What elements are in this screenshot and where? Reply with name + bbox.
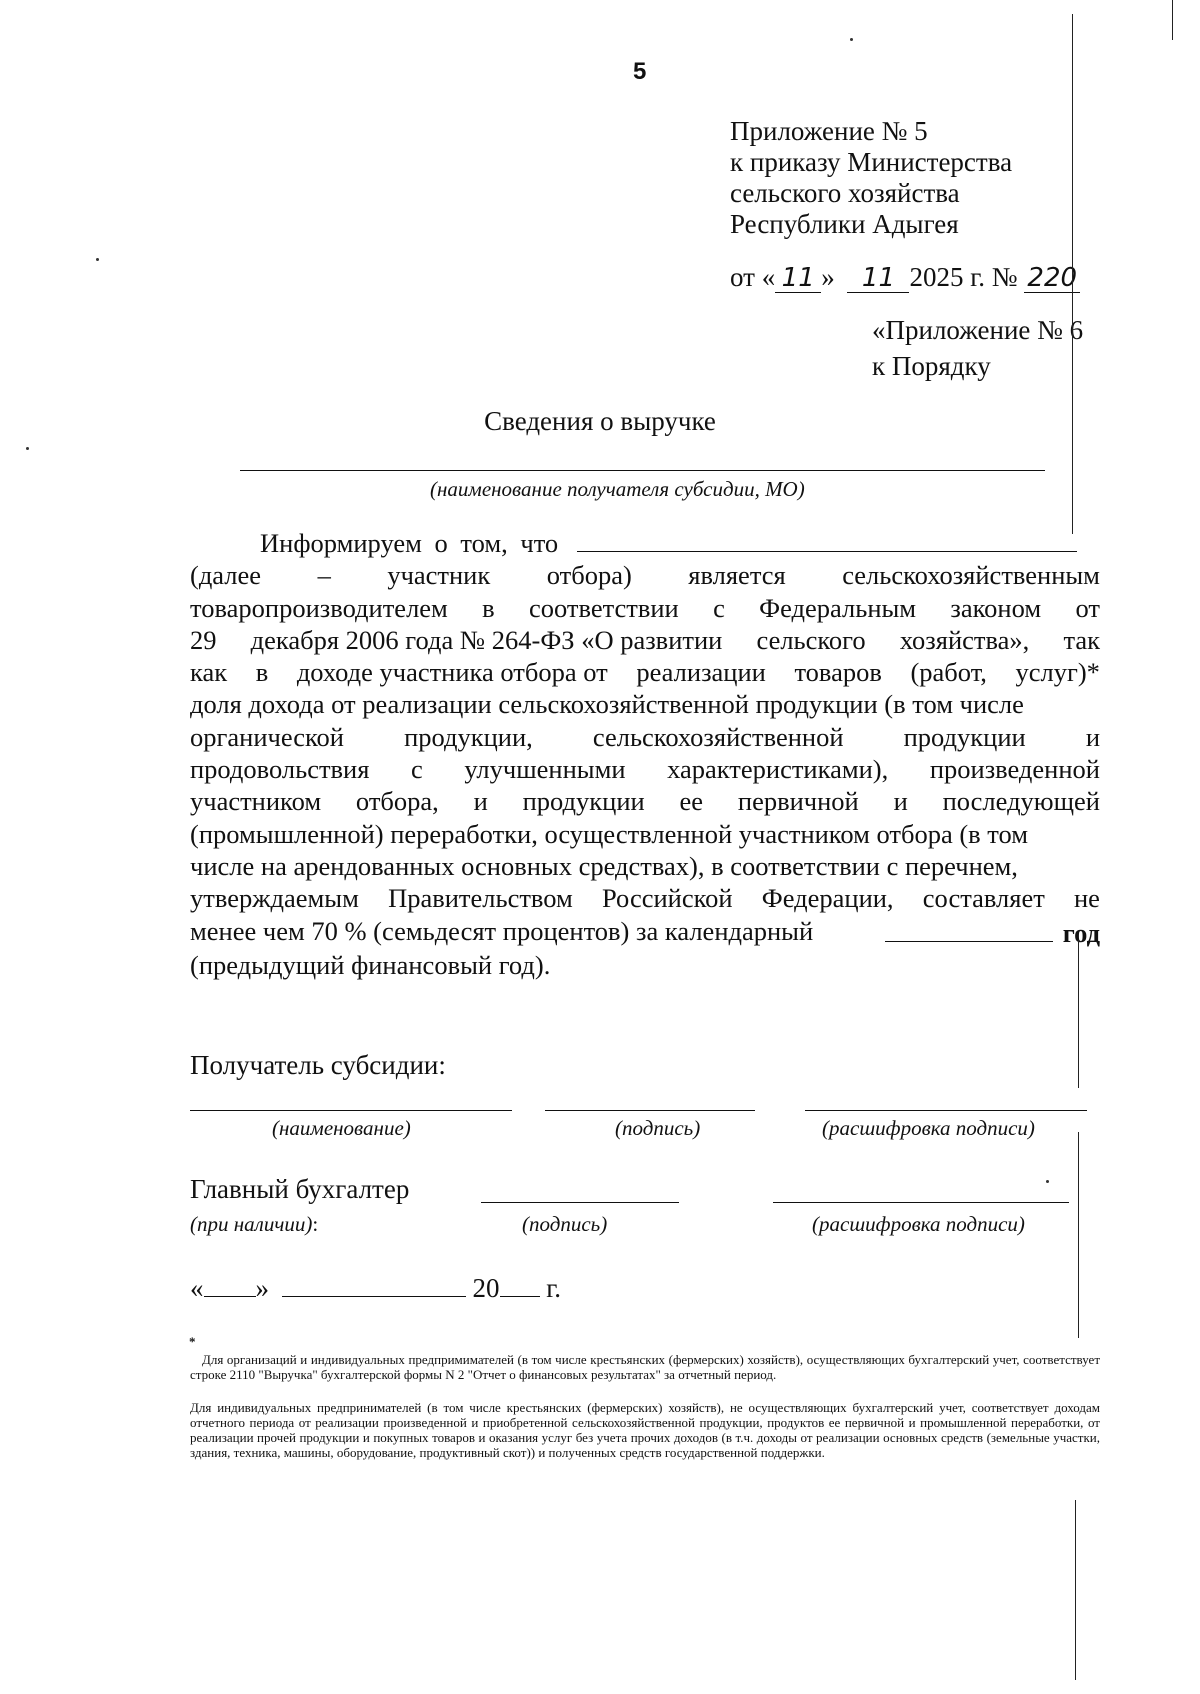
scan-speck (96, 258, 99, 261)
last-line-prefix: менее чем 70 % (семьдесят процентов) за календарный (190, 915, 814, 946)
word: утверждаемым (190, 883, 359, 914)
date-prefix: от « (730, 262, 776, 292)
word: сельскохозяйственным (842, 560, 1100, 591)
word: в (482, 592, 495, 623)
body-line (190, 882, 1100, 914)
intro-text: Информируем о том, что (260, 528, 559, 558)
date-day-blank (204, 1272, 256, 1297)
body-line (190, 721, 1100, 753)
order-year: 2025 г. № (909, 262, 1018, 292)
order-day: 11 (775, 264, 821, 293)
scan-margin-line (1172, 0, 1173, 40)
word: произведенной (929, 754, 1100, 785)
body-line (190, 688, 1100, 720)
scan-margin-line (1075, 1500, 1076, 1680)
caption-decode: (расшифровка подписи) (822, 1116, 1035, 1140)
word: как (190, 657, 228, 688)
word: хозяйства», (899, 624, 1030, 655)
accountant-note-wrap (190, 1212, 318, 1237)
scan-speck (1046, 1180, 1049, 1183)
word: продовольствия (190, 754, 370, 785)
order-number: 220 (1024, 264, 1080, 293)
word: так (1063, 624, 1100, 655)
year-word: год (1062, 917, 1100, 948)
appendix-line: Республики Адыгея (730, 209, 959, 239)
word: реализации (636, 657, 766, 688)
word: и (473, 786, 488, 817)
year-blank (885, 915, 1053, 942)
word: декабря 2006 года № 264-ФЗ «О развитии (250, 624, 723, 655)
year-blank-group (885, 915, 1100, 949)
date-line (190, 1272, 561, 1304)
accountant-note: (при наличии) (190, 1212, 313, 1236)
document-title: Сведения о выручке (484, 406, 716, 436)
date-year-blank (500, 1272, 540, 1297)
date-month-blank (282, 1272, 466, 1297)
word: товаропроизводителем (190, 592, 448, 623)
order-date-line (730, 262, 1080, 293)
appendix-line: Приложение № 5 (730, 116, 928, 146)
scan-speck (26, 447, 29, 450)
footnote-para2: Для индивидуальных предпринимателей (в том числе крестьянских (фермерских) хозяйств), не осуществляющих бухгалтерский учет, соответствует доходам отчетного периода от реализации произведенной и приобретенной сельскохозяйственной продукции, продуктов ее первичной и промышленной переработки, от реализации прочей продукции и покупных товаров и оказания услуг без учета прочих доходов (в т.ч. доходы от реализации основных средств (земельные участки, здания, техника, машины, оборудование, продуктивный скот)) и полученных средств государственной поддержки. (190, 1400, 1100, 1460)
word: сельскохозяйственной (592, 721, 844, 752)
word: доля дохода от реализации сельскохозяйственной продукции (в том числе (190, 689, 1024, 720)
word: и (1085, 721, 1100, 752)
word: является (688, 560, 786, 591)
body-line-year (190, 915, 1100, 949)
appendix-header (730, 116, 1012, 240)
word: характеристиками), (667, 754, 889, 785)
caption-sign: (подпись) (615, 1116, 701, 1140)
word: с (713, 592, 725, 623)
body-line (190, 818, 1100, 850)
word: первичной (737, 786, 859, 817)
page-number: 5 (633, 58, 647, 85)
accountant-sign-line (481, 1202, 679, 1203)
date-century: 20 (472, 1273, 500, 1303)
word: услуг)* (1015, 657, 1100, 688)
word: не (1074, 883, 1100, 914)
word: Федеральным (759, 592, 917, 623)
annex6-line1: «Приложение № 6 (872, 315, 1084, 345)
recipient-caption: (наименование получателя субсидии, МО) (430, 477, 805, 501)
scan-margin-line (1078, 940, 1079, 1088)
body-line (190, 785, 1100, 817)
appendix-line: сельского хозяйства (730, 178, 960, 208)
recipient-name-line (240, 470, 1045, 471)
word: сельского (756, 624, 866, 655)
recipient-label: Получатель субсидии: (190, 1050, 446, 1080)
word: Правительством (388, 883, 573, 914)
footnote-star: * (189, 1334, 196, 1349)
accountant-colon: : (312, 1212, 319, 1236)
body-line (190, 850, 1100, 882)
word: участник (387, 560, 491, 591)
decode-line (805, 1110, 1087, 1111)
final-line: (предыдущий финансовый год). (190, 949, 551, 980)
word: доходе участника отбора от (296, 657, 608, 688)
body-line (190, 592, 1100, 624)
word: – (317, 560, 331, 591)
word: последующей (942, 786, 1100, 817)
word: Федерации, (761, 883, 894, 914)
caption-decode2: (расшифровка подписи) (812, 1212, 1025, 1236)
footnote-para1: Для организаций и индивидуальных предпримимателей (в том числе крестьянских (фермерских) хозяйств), осуществляющих бухгалтерский учет, соответствует строке 2110 "Выручка" бухгалтерской формы N 2 "Отчет о финансовых результатах" за отчетный период. (190, 1352, 1100, 1382)
word: соответствии (529, 592, 679, 623)
word: Российской (601, 883, 733, 914)
caption-sign2: (подпись) (522, 1212, 608, 1236)
annex6-header (872, 312, 1083, 384)
appendix-line: к приказу Министерства (730, 147, 1013, 177)
word: 29 (190, 624, 217, 655)
name-line (190, 1110, 512, 1111)
word: отбора) (546, 560, 632, 591)
word: продукции (522, 786, 645, 817)
scan-speck (850, 38, 853, 41)
date-open: « (190, 1273, 204, 1303)
quote-close: » (821, 262, 835, 292)
order-month: 11 (847, 264, 909, 293)
accountant-decode-line (773, 1202, 1069, 1203)
date-close: » (255, 1273, 269, 1303)
word: органической (190, 721, 344, 752)
word: ее (679, 786, 704, 817)
body-line (190, 656, 1100, 688)
annex6-line2: к Порядку (872, 351, 991, 381)
body-line (190, 624, 1100, 656)
word: товаров (794, 657, 882, 688)
word: продукции (903, 721, 1026, 752)
word: участником (190, 786, 322, 817)
accountant-label: Главный бухгалтер (190, 1174, 410, 1204)
word: улучшенными (464, 754, 626, 785)
word: продукции, (404, 721, 533, 752)
intro-line (190, 525, 1100, 559)
body-text (190, 525, 1100, 981)
word: и (893, 786, 908, 817)
word: числе на арендованных основных средствах), в соответствии с перечнем, (190, 850, 1018, 881)
scan-margin-line (1072, 14, 1073, 534)
date-year-suffix: г. (546, 1273, 562, 1303)
body-line (190, 559, 1100, 591)
scan-margin-line (1078, 1132, 1079, 1338)
word: (промышленной) переработки, осуществленной участником отбора (в том (190, 818, 1029, 849)
word: с (411, 754, 423, 785)
word: (далее (190, 560, 262, 591)
word: отбора, (355, 786, 439, 817)
word: в (255, 657, 269, 688)
signature-line (545, 1110, 755, 1111)
participant-name-blank (577, 525, 1077, 552)
word: от (1075, 592, 1100, 623)
body-line (190, 753, 1100, 785)
word: законом (950, 592, 1042, 623)
word: (работ, (910, 657, 987, 688)
caption-name: (наименование) (272, 1116, 411, 1140)
word: составляет (922, 883, 1045, 914)
